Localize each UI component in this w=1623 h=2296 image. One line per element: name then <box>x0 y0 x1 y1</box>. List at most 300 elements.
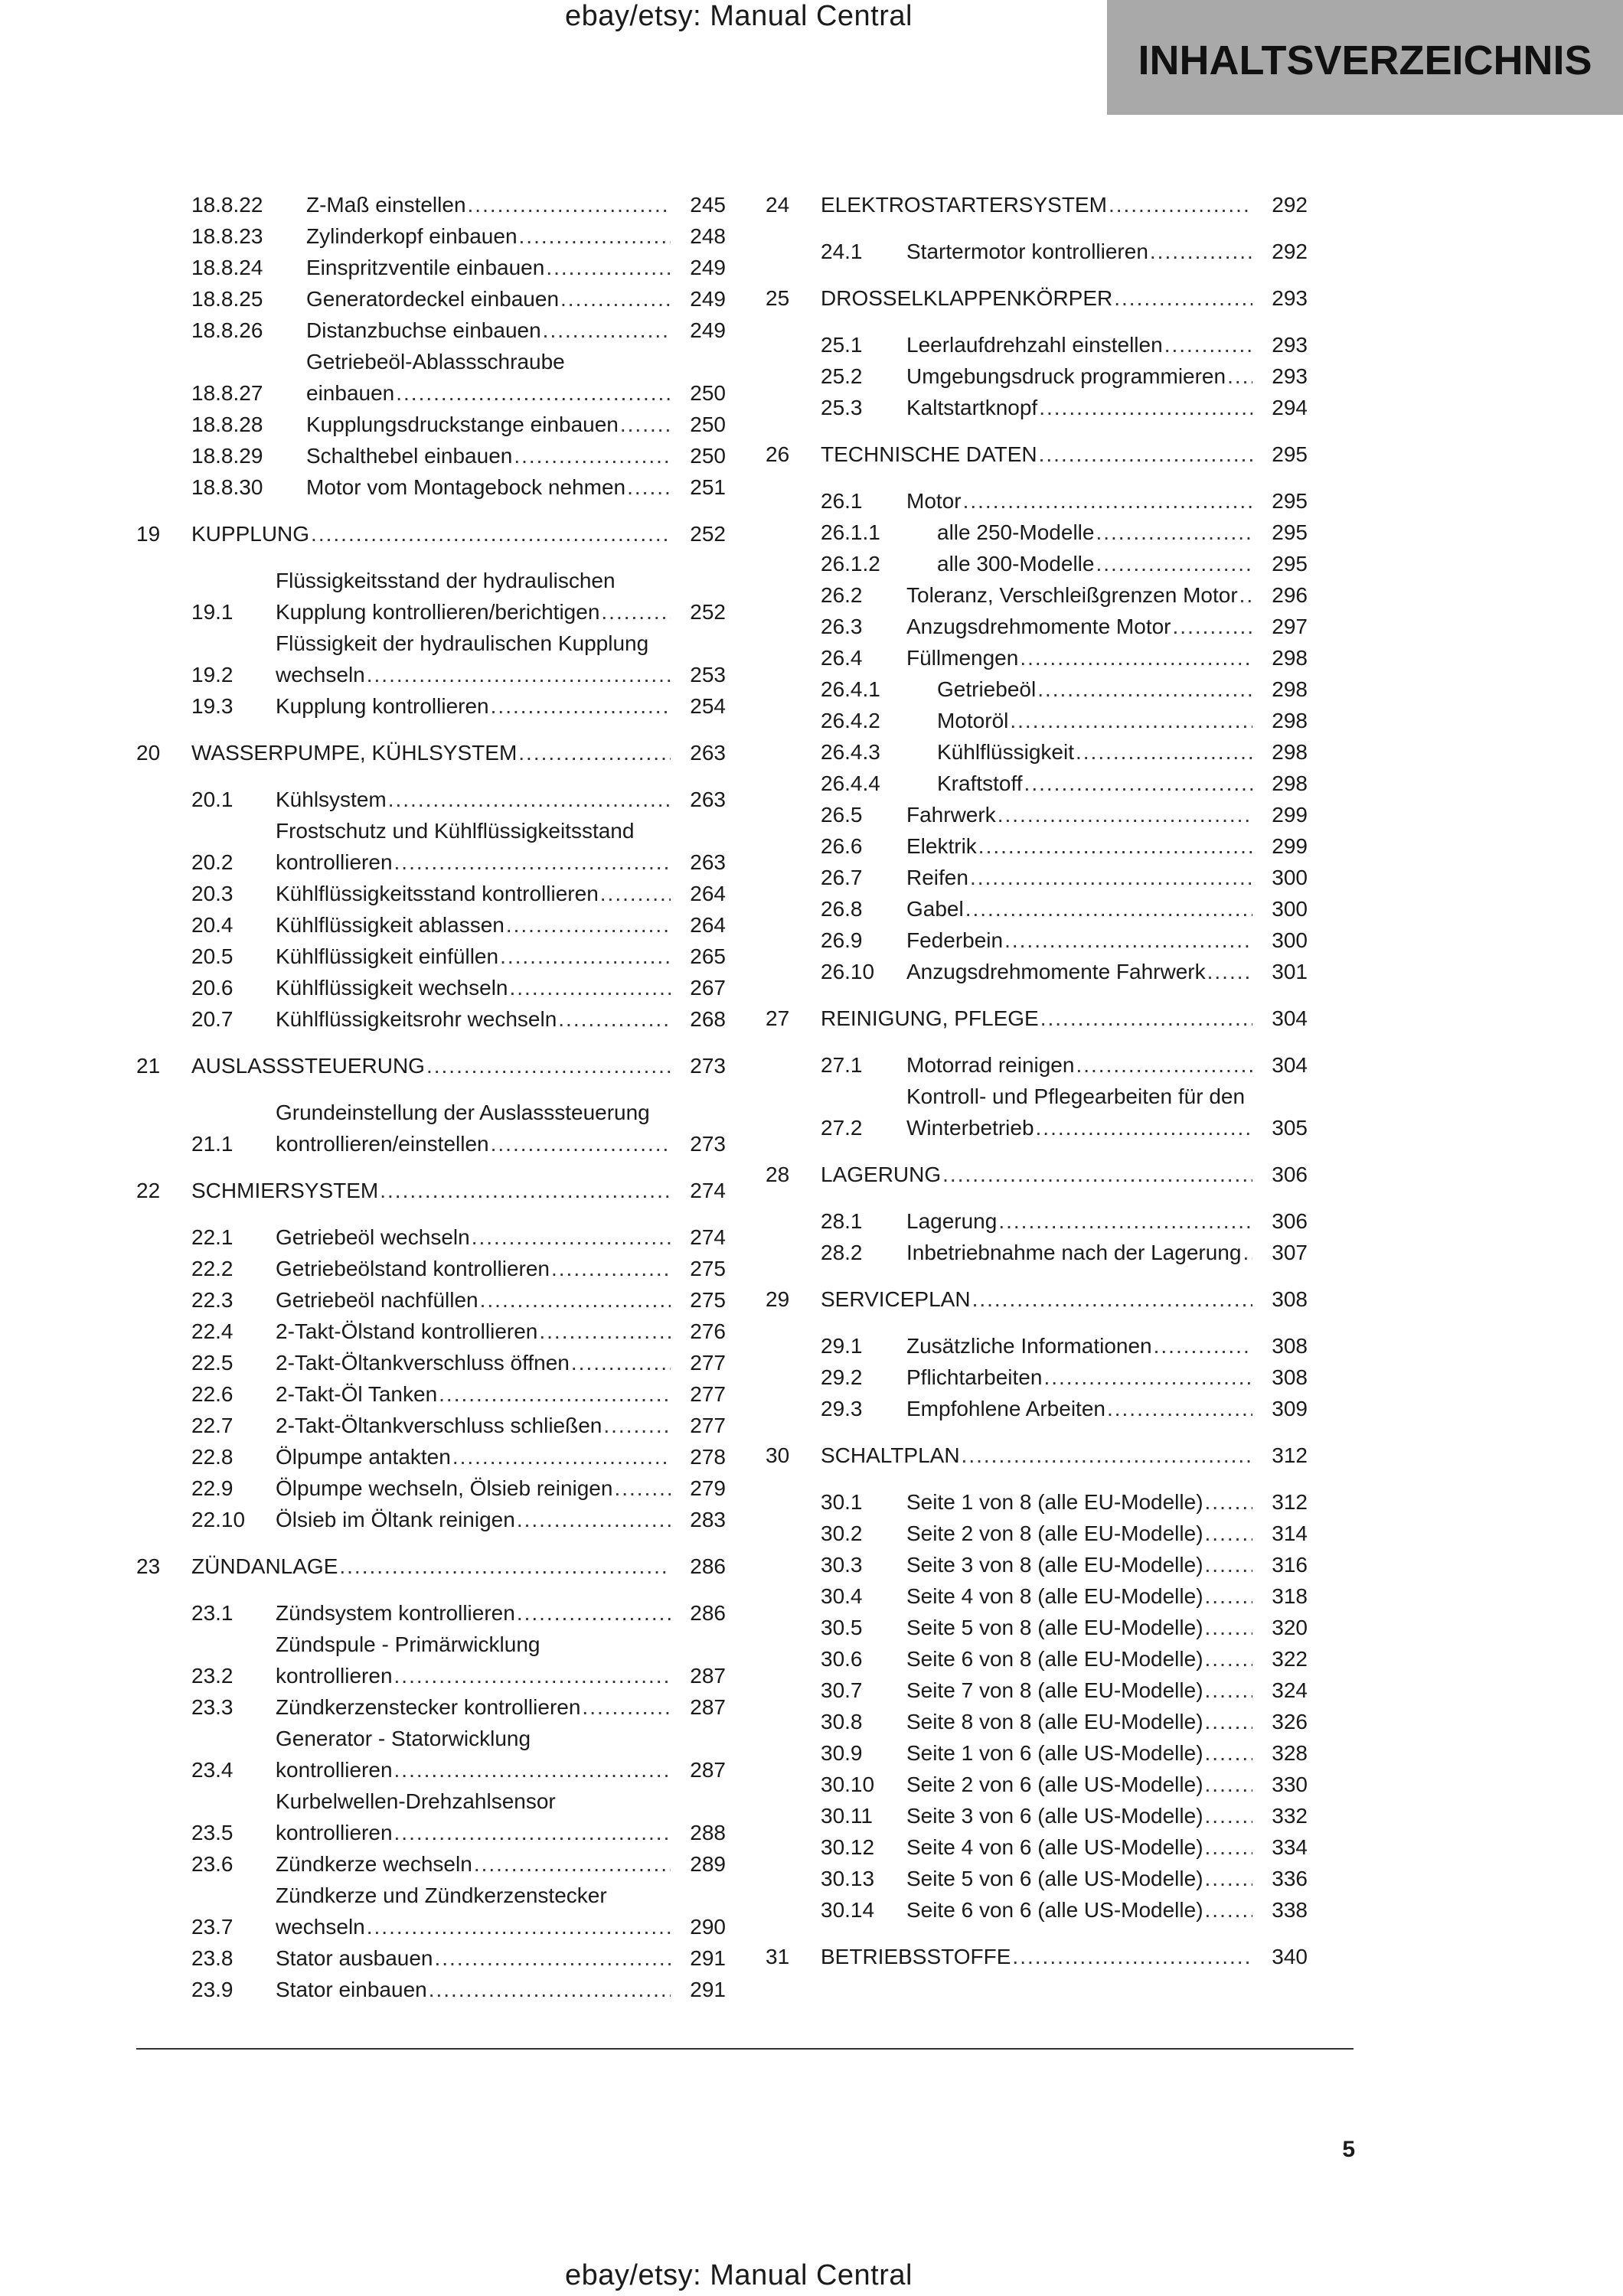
toc-entry[interactable] <box>766 1863 1308 1894</box>
dot-leader <box>1012 1941 1252 1972</box>
toc-entry-title-continued <box>276 1660 674 1691</box>
toc-chapter-entry[interactable] <box>136 737 726 768</box>
dot-leader <box>965 893 1252 925</box>
dot-leader <box>468 189 671 220</box>
toc-entry-title: Flüssigkeit der hydraulischen Kupplung <box>276 631 649 655</box>
toc-entry[interactable] <box>766 642 1308 673</box>
dot-leader <box>600 878 671 909</box>
dot-leader <box>518 737 671 768</box>
toc-entry[interactable] <box>766 485 1308 517</box>
toc-entry[interactable] <box>766 768 1308 799</box>
toc-entry-title-wrap <box>937 705 1256 736</box>
toc-entry-page: 293 <box>1272 364 1308 388</box>
toc-entry-title-wrap <box>906 1863 1256 1894</box>
dot-leader <box>1004 925 1252 956</box>
toc-right-column <box>766 189 1308 1972</box>
toc-entry-title-wrap <box>191 737 674 768</box>
toc-entry-page: 287 <box>690 1664 726 1688</box>
toc-entry[interactable] <box>136 1880 726 1942</box>
toc-entry-title-wrap <box>906 1049 1256 1081</box>
toc-entry-title: Anzugsdrehmomente Motor <box>906 615 1171 638</box>
toc-entry-page: 245 <box>690 193 726 217</box>
toc-entry-title-wrap <box>906 1486 1256 1518</box>
toc-entry[interactable] <box>766 1643 1308 1675</box>
dot-leader <box>571 1347 671 1378</box>
toc-entry-page: 298 <box>1272 677 1308 701</box>
toc-entry[interactable] <box>136 628 726 690</box>
toc-entry-title-continued <box>276 659 674 690</box>
toc-entry-number: 22.4 <box>191 1319 233 1343</box>
dot-leader <box>480 1284 671 1316</box>
toc-entry-title-wrap <box>821 1003 1256 1034</box>
toc-entry[interactable] <box>766 1612 1308 1643</box>
toc-entry-page: 277 <box>690 1382 726 1406</box>
toc-entry-number: 30.1 <box>821 1490 863 1514</box>
toc-entry-number: 26.1.2 <box>821 552 880 576</box>
footer-rule <box>136 2048 1354 2050</box>
dot-leader <box>546 252 671 283</box>
toc-chapter-entry[interactable] <box>136 1175 726 1206</box>
toc-entry-title: SERVICEPLAN <box>821 1287 971 1311</box>
toc-entry-title-wrap <box>906 862 1256 893</box>
toc-entry-title: Empfohlene Arbeiten <box>906 1397 1105 1420</box>
toc-entry-page: 254 <box>690 694 726 718</box>
toc-entry[interactable] <box>766 1330 1308 1362</box>
toc-entry[interactable] <box>766 1831 1308 1863</box>
toc-entry-title-wrap <box>906 1330 1256 1362</box>
toc-chapter-entry[interactable] <box>766 1941 1308 1972</box>
toc-entry-title: Kaltstartknopf <box>906 396 1038 419</box>
toc-entry-number: 30.9 <box>821 1741 863 1765</box>
toc-entry-number: 23.3 <box>191 1695 233 1719</box>
page-number: 5 <box>1342 2137 1355 2162</box>
toc-entry-number: 22.2 <box>191 1257 233 1280</box>
toc-entry-number: 18.8.28 <box>191 413 263 436</box>
toc-entry-number: 30.13 <box>821 1867 875 1890</box>
toc-entry[interactable] <box>136 1221 726 1253</box>
dot-leader <box>1096 517 1252 548</box>
toc-entry-number: 24.1 <box>821 240 863 263</box>
dot-leader <box>1205 1831 1252 1863</box>
dot-leader <box>429 1974 671 2005</box>
toc-entry-page: 253 <box>690 663 726 687</box>
toc-entry-number: 20.3 <box>191 882 233 905</box>
dot-leader <box>1205 1580 1252 1612</box>
toc-entry[interactable] <box>766 1486 1308 1518</box>
toc-chapter-entry[interactable] <box>136 1050 726 1081</box>
dot-leader <box>1076 736 1252 768</box>
toc-entry-number: 30.4 <box>821 1584 863 1608</box>
toc-chapter-entry[interactable] <box>766 1283 1308 1315</box>
toc-chapter-entry[interactable] <box>136 1551 726 1582</box>
toc-entry-page: 288 <box>690 1821 726 1844</box>
toc-entry[interactable] <box>766 1800 1308 1831</box>
toc-entry-title-wrap <box>906 925 1256 956</box>
toc-entry-number: 31 <box>766 1945 790 1968</box>
toc-entry[interactable] <box>136 690 726 722</box>
toc-entry[interactable] <box>136 941 726 972</box>
toc-entry-title-wrap <box>906 1580 1256 1612</box>
toc-entry-number: 27.1 <box>821 1053 863 1077</box>
dot-leader <box>963 485 1252 517</box>
toc-chapter-entry[interactable] <box>766 1440 1308 1471</box>
toc-entry-title-wrap <box>906 1894 1256 1926</box>
toc-entry-title: Leerlaufdrehzahl einstellen <box>906 333 1163 357</box>
toc-entry-number: 21.1 <box>191 1132 233 1156</box>
toc-entry-title: Zündkerzenstecker kontrollieren <box>276 1695 581 1719</box>
toc-entry-title: BETRIEBSSTOFFE <box>821 1945 1011 1968</box>
toc-entry-title-wrap <box>276 1504 674 1535</box>
toc-entry-title: Startermotor kontrollieren <box>906 240 1148 263</box>
toc-entry-title-wrap <box>276 1974 674 2005</box>
toc-entry-page: 250 <box>690 381 726 405</box>
toc-entry-page: 307 <box>1272 1241 1308 1264</box>
toc-entry[interactable] <box>766 799 1308 830</box>
toc-entry[interactable] <box>136 471 726 503</box>
toc-entry[interactable] <box>136 909 726 941</box>
toc-entry[interactable] <box>136 878 726 909</box>
toc-entry-title: Seite 4 von 6 (alle US-Modelle) <box>906 1835 1203 1859</box>
toc-entry-page: 304 <box>1272 1006 1308 1030</box>
toc-entry-title: SCHMIERSYSTEM <box>191 1179 379 1202</box>
toc-entry-title-wrap <box>276 1284 674 1316</box>
toc-entry-number: 26.3 <box>821 615 863 638</box>
toc-entry-title-wrap <box>276 1597 674 1629</box>
toc-entry-title-wrap <box>906 1643 1256 1675</box>
dot-leader <box>1205 1549 1252 1580</box>
dot-leader <box>1010 705 1252 736</box>
toc-entry-page: 332 <box>1272 1804 1308 1828</box>
dot-leader <box>1024 768 1252 799</box>
toc-entry[interactable] <box>766 862 1308 893</box>
toc-entry[interactable] <box>766 830 1308 862</box>
toc-entry-title-wrap <box>937 517 1256 548</box>
toc-entry-number: 18.8.27 <box>191 381 263 405</box>
toc-entry-title: Zündkerze wechseln <box>276 1852 472 1876</box>
toc-entry-title-wrap <box>906 329 1256 360</box>
toc-entry[interactable] <box>136 1974 726 2005</box>
toc-entry[interactable] <box>766 548 1308 579</box>
toc-chapter-entry[interactable] <box>766 1003 1308 1034</box>
toc-entry[interactable] <box>136 315 726 346</box>
toc-entry-number: 30.11 <box>821 1804 873 1828</box>
toc-entry-number: 18.8.22 <box>191 193 263 217</box>
toc-entry-page: 263 <box>690 850 726 874</box>
toc-entry-title-line2: wechseln <box>276 1915 365 1939</box>
toc-entry-number: 29.3 <box>821 1397 863 1420</box>
toc-entry-page: 340 <box>1272 1945 1308 1968</box>
toc-entry[interactable] <box>136 1003 726 1035</box>
toc-entry-page: 278 <box>690 1445 726 1469</box>
toc-entry-title: Getriebeöl-Ablassschraube <box>306 350 565 373</box>
dot-leader <box>517 1504 671 1535</box>
toc-entry-page: 309 <box>1272 1397 1308 1420</box>
toc-entry-number: 30.3 <box>821 1553 863 1577</box>
toc-entry-title-wrap <box>306 409 674 440</box>
toc-entry[interactable] <box>136 252 726 283</box>
toc-entry-title: Motor vom Montagebock nehmen <box>306 475 626 499</box>
toc-entry-title: Seite 2 von 8 (alle EU-Modelle) <box>906 1521 1203 1545</box>
dot-leader <box>1205 1737 1252 1769</box>
toc-entry-number: 26.1.1 <box>821 520 880 544</box>
toc-entry[interactable] <box>766 1549 1308 1580</box>
toc-entry-title-wrap <box>906 360 1256 392</box>
toc-entry[interactable] <box>766 329 1308 360</box>
toc-entry-page: 292 <box>1272 240 1308 263</box>
toc-entry-page: 298 <box>1272 709 1308 732</box>
toc-entry-title: Motor <box>906 489 962 513</box>
toc-entry-page: 300 <box>1272 866 1308 889</box>
toc-entry-title: Anzugsdrehmomente Fahrwerk <box>906 960 1206 983</box>
toc-entry-title-wrap <box>276 628 674 690</box>
page-title: INHALTSVERZEICHNIS <box>1138 38 1592 83</box>
dot-leader <box>558 1003 671 1035</box>
toc-entry-title: 2-Takt-Öltankverschluss schließen <box>276 1414 603 1437</box>
toc-entry-number: 22.3 <box>191 1288 233 1312</box>
toc-entry[interactable] <box>136 409 726 440</box>
toc-entry-title: Kurbelwellen-Drehzahlsensor <box>276 1789 556 1813</box>
dot-leader <box>367 1911 671 1942</box>
dot-leader <box>500 941 671 972</box>
toc-entry-title: alle 250-Modelle <box>937 520 1095 544</box>
toc-entry-title: Zündspule - Primärwicklung <box>276 1632 540 1656</box>
toc-entry-page: 330 <box>1272 1773 1308 1796</box>
toc-entry-title-wrap <box>276 1691 674 1723</box>
toc-chapter-entry[interactable] <box>766 1159 1308 1190</box>
toc-entry[interactable] <box>136 565 726 628</box>
toc-entry-number: 19 <box>136 522 161 546</box>
toc-entry-title-wrap <box>906 893 1256 925</box>
toc-entry[interactable] <box>766 579 1308 611</box>
toc-entry[interactable] <box>136 1942 726 1974</box>
toc-entry[interactable] <box>136 220 726 252</box>
toc-entry-title: Motoröl <box>937 709 1009 732</box>
toc-entry-title: Kupplung kontrollieren <box>276 694 489 718</box>
toc-entry-title-wrap <box>306 252 674 283</box>
dot-leader <box>627 471 671 503</box>
dot-leader <box>506 909 671 941</box>
toc-entry[interactable] <box>136 784 726 815</box>
toc-entry[interactable] <box>766 392 1308 423</box>
toc-entry[interactable] <box>766 1081 1308 1143</box>
toc-entry-title: Lagerung <box>906 1209 998 1233</box>
toc-chapter-entry[interactable] <box>766 439 1308 470</box>
toc-entry-number: 18.8.23 <box>191 224 263 248</box>
dot-leader <box>942 1159 1252 1190</box>
toc-entry-number: 18.8.26 <box>191 318 263 342</box>
dot-leader <box>394 1660 671 1691</box>
toc-entry-number: 23.2 <box>191 1664 233 1688</box>
toc-entry-title-wrap <box>276 815 674 878</box>
toc-entry-title-continued <box>906 1112 1256 1143</box>
toc-entry[interactable] <box>136 1629 726 1691</box>
toc-entry[interactable] <box>766 705 1308 736</box>
toc-entry-number: 26.2 <box>821 583 863 607</box>
toc-entry-number: 23.7 <box>191 1915 233 1939</box>
toc-entry-number: 18.8.29 <box>191 444 263 468</box>
toc-entry[interactable] <box>136 1253 726 1284</box>
toc-entry-title: Kühlflüssigkeitsrohr wechseln <box>276 1007 557 1031</box>
toc-entry-title-wrap <box>821 439 1256 470</box>
toc-entry[interactable] <box>136 440 726 471</box>
toc-entry-number: 20.6 <box>191 976 233 1000</box>
toc-entry-page: 264 <box>690 882 726 905</box>
toc-entry[interactable] <box>766 611 1308 642</box>
toc-entry-title-wrap <box>906 1393 1256 1424</box>
toc-entry-page: 273 <box>690 1132 726 1156</box>
toc-entry-number: 23.5 <box>191 1821 233 1844</box>
toc-entry[interactable] <box>136 972 726 1003</box>
toc-entry[interactable] <box>766 1362 1308 1393</box>
toc-entry-title: REINIGUNG, PFLEGE <box>821 1006 1039 1030</box>
toc-entry-title-wrap <box>276 1473 674 1504</box>
toc-entry-title: Fahrwerk <box>906 803 996 827</box>
toc-entry-page: 252 <box>690 600 726 624</box>
toc-entry[interactable] <box>136 1504 726 1535</box>
dot-leader <box>1205 1675 1252 1706</box>
toc-entry-title: WASSERPUMPE, KÜHLSYSTEM <box>191 741 518 765</box>
toc-entry[interactable] <box>136 1097 726 1159</box>
toc-entry-page: 316 <box>1272 1553 1308 1577</box>
toc-entry[interactable] <box>766 1675 1308 1706</box>
toc-entry-title: Kühlflüssigkeit einfüllen <box>276 944 499 968</box>
toc-entry-title-wrap <box>276 1880 674 1942</box>
toc-entry[interactable] <box>766 893 1308 925</box>
toc-chapter-entry[interactable] <box>766 189 1308 220</box>
toc-entry-page: 299 <box>1272 803 1308 827</box>
toc-entry[interactable] <box>766 1518 1308 1549</box>
toc-entry[interactable] <box>766 360 1308 392</box>
toc-entry[interactable] <box>136 1441 726 1473</box>
toc-entry-title-wrap <box>906 1237 1256 1268</box>
toc-entry-title-wrap <box>937 768 1256 799</box>
toc-chapter-entry[interactable] <box>136 518 726 550</box>
toc-entry-title-line2: Kupplung kontrollieren/berichtigen <box>276 600 600 624</box>
toc-entry[interactable] <box>136 1848 726 1880</box>
toc-entry-page: 283 <box>690 1508 726 1531</box>
toc-entry[interactable] <box>136 189 726 220</box>
toc-entry[interactable] <box>136 1284 726 1316</box>
toc-entry-page: 326 <box>1272 1710 1308 1733</box>
toc-entry-title: Seite 8 von 8 (alle EU-Modelle) <box>906 1710 1203 1733</box>
dot-leader <box>1039 439 1252 470</box>
toc-entry[interactable] <box>136 1691 726 1723</box>
toc-entry-number: 20.5 <box>191 944 233 968</box>
dot-leader <box>551 1253 671 1284</box>
toc-entry-title: Seite 5 von 6 (alle US-Modelle) <box>906 1867 1203 1890</box>
toc-entry-page: 251 <box>690 475 726 499</box>
toc-entry[interactable] <box>766 1737 1308 1769</box>
toc-entry-page: 334 <box>1272 1835 1308 1859</box>
toc-entry-page: 324 <box>1272 1678 1308 1702</box>
toc-entry-title: Zylinderkopf einbauen <box>306 224 518 248</box>
dot-leader <box>1205 1894 1252 1926</box>
toc-entry-title: Seite 3 von 6 (alle US-Modelle) <box>906 1804 1203 1828</box>
toc-entry[interactable] <box>766 1237 1308 1268</box>
toc-entry-number: 28 <box>766 1163 790 1186</box>
toc-entry[interactable] <box>766 1580 1308 1612</box>
toc-entry-title-wrap <box>821 282 1256 314</box>
toc-entry[interactable] <box>766 1894 1308 1926</box>
toc-entry-title: Kühlflüssigkeit ablassen <box>276 913 505 937</box>
toc-entry-title: Flüssigkeitsstand der hydraulischen <box>276 569 616 592</box>
toc-entry[interactable] <box>766 736 1308 768</box>
toc-entry-page: 308 <box>1272 1334 1308 1358</box>
toc-entry[interactable] <box>766 1706 1308 1737</box>
toc-entry-title-wrap <box>276 1441 674 1473</box>
toc-entry-title-wrap <box>906 236 1256 267</box>
toc-entry[interactable] <box>766 236 1308 267</box>
toc-entry[interactable] <box>136 1786 726 1848</box>
toc-entry-number: 29.2 <box>821 1365 863 1389</box>
toc-entry-number: 27 <box>766 1006 790 1030</box>
toc-entry-number: 22.1 <box>191 1225 233 1249</box>
toc-entry-title-line2: kontrollieren <box>276 1821 393 1844</box>
toc-entry-title: Ölpumpe wechseln, Ölsieb reinigen <box>276 1476 613 1500</box>
toc-entry-page: 293 <box>1272 333 1308 357</box>
toc-entry-page: 322 <box>1272 1647 1308 1671</box>
toc-entry[interactable] <box>766 925 1308 956</box>
toc-entry[interactable] <box>136 1723 726 1786</box>
dot-leader <box>1239 579 1252 611</box>
toc-entry-title-wrap <box>937 673 1256 705</box>
toc-entry-number: 25.1 <box>821 333 863 357</box>
toc-entry[interactable] <box>136 1473 726 1504</box>
toc-entry[interactable] <box>766 1049 1308 1081</box>
toc-entry[interactable] <box>766 1393 1308 1424</box>
toc-entry-title: AUSLASSSTEUERUNG <box>191 1054 425 1078</box>
toc-chapter-entry[interactable] <box>766 282 1308 314</box>
toc-entry-number: 30.10 <box>821 1773 875 1796</box>
toc-entry-page: 298 <box>1272 740 1308 764</box>
toc-entry[interactable] <box>766 1769 1308 1800</box>
toc-entry-number: 30.8 <box>821 1710 863 1733</box>
toc-entry-title: Generator - Statorwicklung <box>276 1727 531 1750</box>
toc-entry-title-wrap <box>276 784 674 815</box>
toc-entry[interactable] <box>136 1347 726 1378</box>
dot-leader <box>394 1817 671 1848</box>
dot-leader <box>978 830 1252 862</box>
toc-entry-page: 277 <box>690 1414 726 1437</box>
toc-entry[interactable] <box>136 1410 726 1441</box>
toc-entry-title: Kühlflüssigkeit wechseln <box>276 976 508 1000</box>
toc-entry-number: 26.4.2 <box>821 709 880 732</box>
toc-entry-number: 20 <box>136 741 161 765</box>
toc-entry-number: 26.4 <box>821 646 863 670</box>
dot-leader <box>962 1440 1252 1471</box>
toc-entry-title: Kühlsystem <box>276 788 387 811</box>
toc-entry-title-wrap <box>906 1706 1256 1737</box>
toc-entry-title: SCHALTPLAN <box>821 1443 960 1467</box>
toc-entry-number: 22 <box>136 1179 161 1202</box>
toc-entry[interactable] <box>766 517 1308 548</box>
toc-entry-title: ZÜNDANLAGE <box>191 1554 338 1578</box>
toc-entry-number: 26 <box>766 442 790 466</box>
toc-entry[interactable] <box>136 1316 726 1347</box>
toc-entry-page: 287 <box>690 1695 726 1719</box>
toc-entry[interactable] <box>136 283 726 315</box>
toc-entry[interactable] <box>766 1205 1308 1237</box>
toc-entry[interactable] <box>136 815 726 878</box>
toc-entry-title-wrap <box>821 1159 1256 1190</box>
dot-leader <box>1205 1643 1252 1675</box>
toc-entry[interactable] <box>136 1597 726 1629</box>
toc-entry[interactable] <box>136 346 726 409</box>
toc-entry-title-wrap <box>276 1942 674 1974</box>
toc-entry[interactable] <box>766 956 1308 987</box>
toc-entry[interactable] <box>136 1378 726 1410</box>
toc-entry[interactable] <box>766 673 1308 705</box>
